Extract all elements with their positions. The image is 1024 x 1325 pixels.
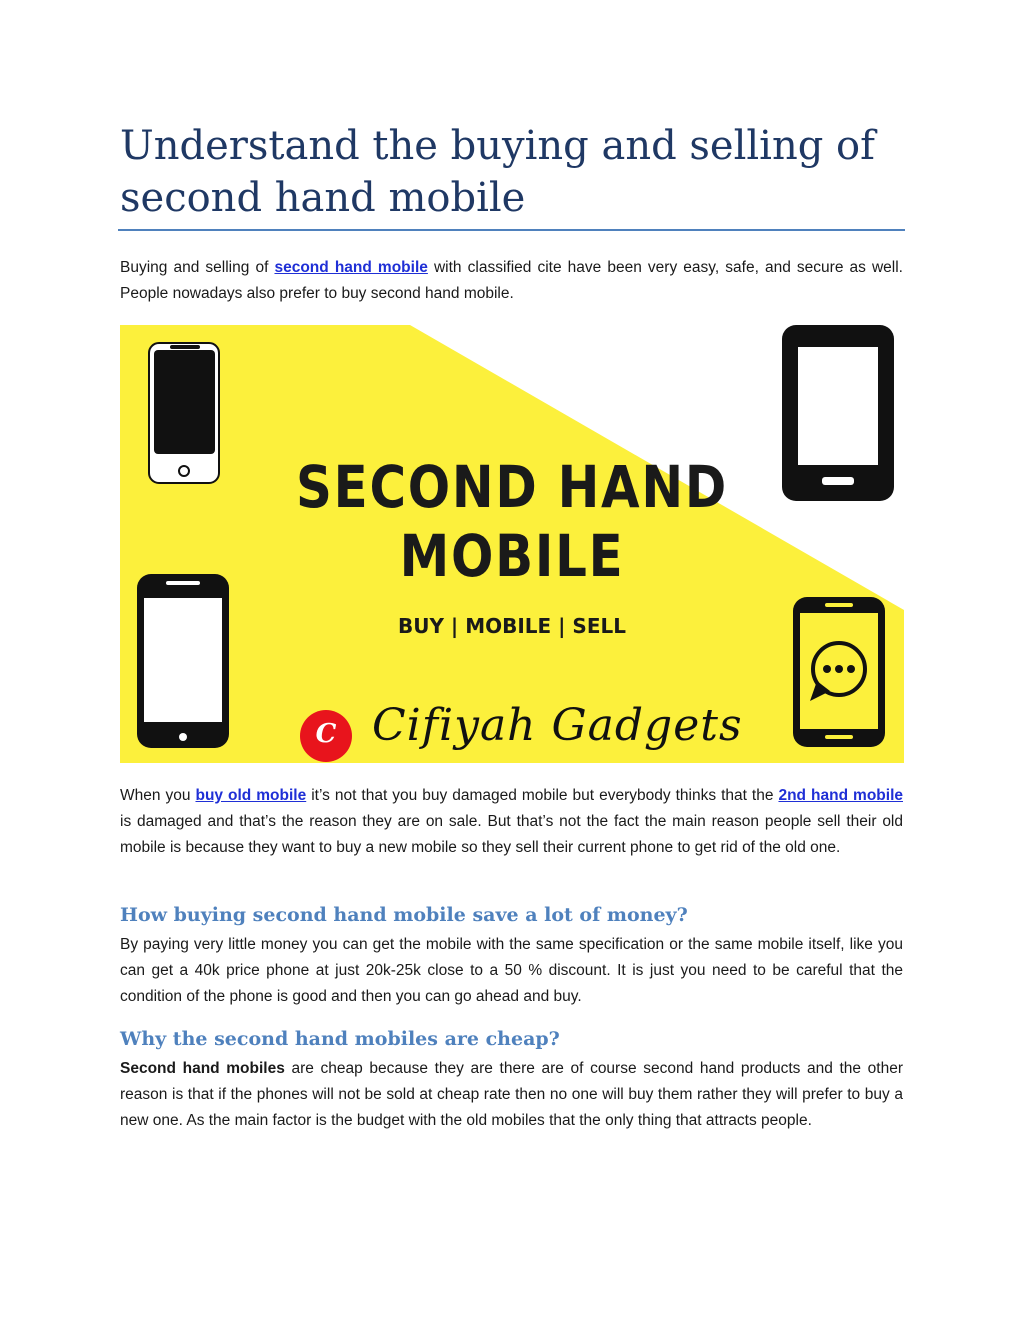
brand-name: Cifiyah Gadgets xyxy=(372,700,743,751)
banner-title-line-2: MOBILE xyxy=(399,522,625,590)
page-title xyxy=(120,120,905,224)
section-body-cheap-text: are cheap because they are there are of course second hand products and the other reason is that if the phones will not be sold at cheap rate then no one will buy them rather they will prefer to buy a new one. As the main factor is the budget with the old mobiles that the only thing that attracts people. xyxy=(120,1060,903,1129)
intro-text-start: Buying and selling of xyxy=(120,259,275,276)
second-paragraph xyxy=(120,783,903,861)
para2-text-2: it’s not that you buy damaged mobile but everybody thinks that the xyxy=(306,787,779,804)
intro-paragraph xyxy=(120,255,903,307)
para2-text-1: When you xyxy=(120,787,196,804)
buy-old-mobile-link[interactable]: buy old mobile xyxy=(195,787,307,804)
title-divider xyxy=(118,229,905,231)
section-body-cheap xyxy=(120,1056,903,1134)
section-body-money: By paying very little money you can get the mobile with the same specification or the same mobile itself, like you can get a 40k price phone at just 20k-25k close to a 50 % discount. It is just you need to be careful that the condition of the phone is good and then you can go ahead and buy. xyxy=(120,936,903,1005)
title-line-2: second hand mobile xyxy=(120,175,526,221)
banner-title-line-1: SECOND HAND xyxy=(296,453,728,521)
section-body-bold-lead: Second hand mobiles xyxy=(120,1060,285,1077)
2nd-hand-mobile-link[interactable]: 2nd hand mobile xyxy=(778,787,903,804)
title-line-1: Understand the buying and selling of xyxy=(120,123,875,169)
section-heading-money: How buying second hand mobile save a lot of money? xyxy=(120,904,688,926)
second-hand-mobile-link[interactable]: second hand mobile xyxy=(274,259,428,276)
section-heading-cheap: Why the second hand mobiles are cheap? xyxy=(120,1028,560,1050)
banner-tagline: BUY | MOBILE | SELL xyxy=(398,614,626,638)
intro-text-end: with classified cite have been very easy, safe, and secure as well. People nowadays also prefer to buy second hand mobile. xyxy=(120,259,903,302)
phone-icon-bottom-left xyxy=(137,574,229,748)
brand-logo-icon: C xyxy=(300,710,352,762)
para2-text-3: is damaged and that’s the reason they are on sale. But that’s not the fact the main reason people sell their old mobile is because they want to buy a new mobile so they sell their current phone to get rid of the old one. xyxy=(120,813,903,856)
banner-image xyxy=(120,325,904,763)
